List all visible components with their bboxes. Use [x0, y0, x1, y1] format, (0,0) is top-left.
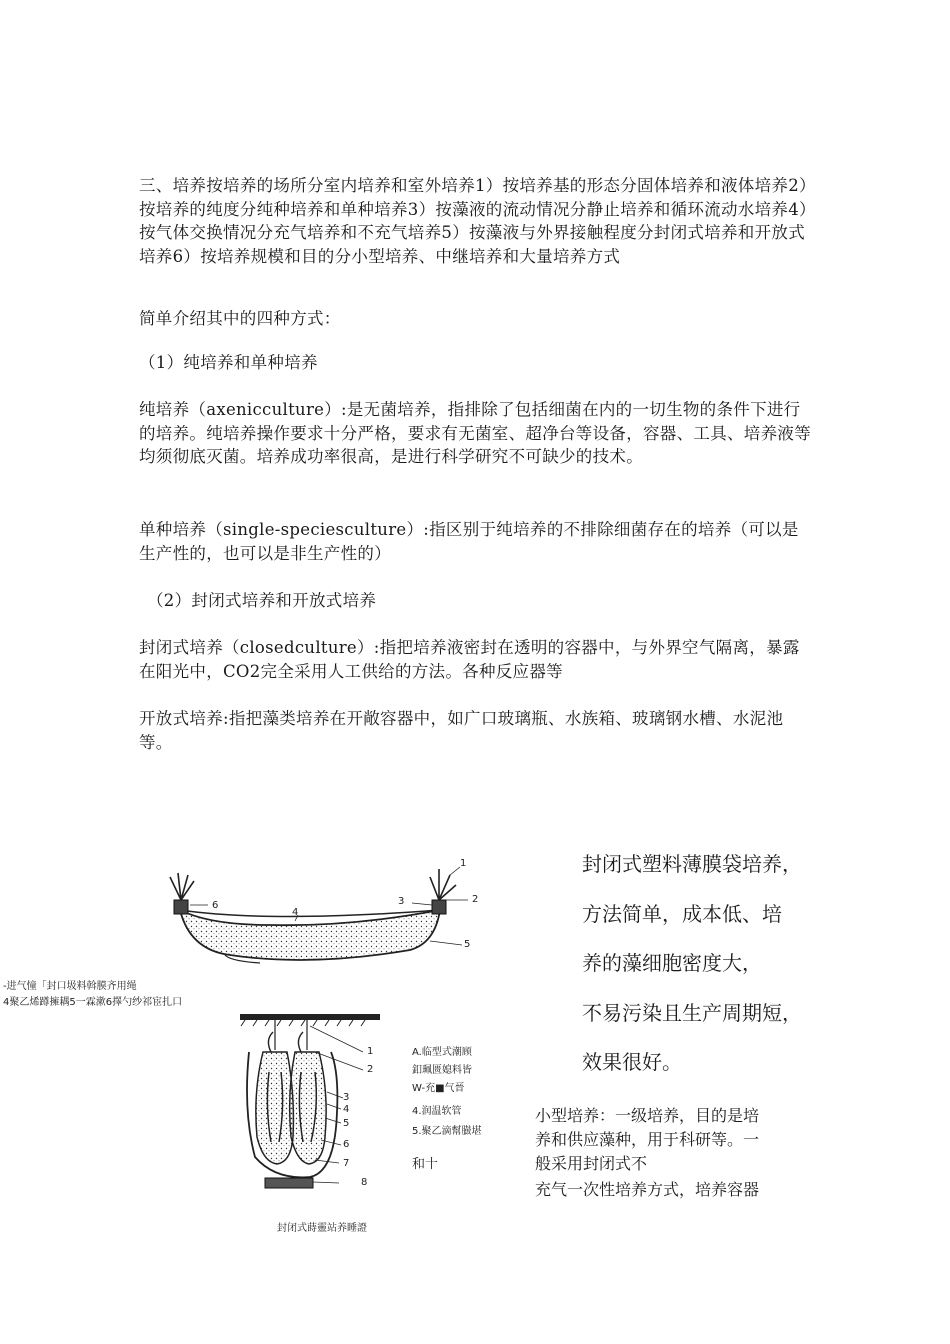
- fig1-caption-line1: -进气憧「封口圾料斡膜齐用绳: [3, 981, 137, 992]
- fig2-label-6: 6: [343, 1139, 350, 1150]
- fig2-label-7: 7: [343, 1158, 350, 1169]
- heading-closed-open: （2）封闭式培养和开放式培养: [147, 591, 377, 610]
- hanging-bag-figure: [235, 1012, 385, 1192]
- side-text-line1: 封闭式塑料薄膜袋培养，: [582, 852, 802, 876]
- fig2-legend-c: W-充■气晉: [412, 1083, 465, 1094]
- side-text-line4: 不易污染且生产周期短，: [582, 1001, 802, 1025]
- fig1-label-2: 2: [472, 894, 479, 905]
- fig1-label-6: 6: [212, 900, 219, 911]
- fig2-label-2: 2: [367, 1064, 374, 1075]
- paragraph-single-species: 单种培养（single-speciesculture）:指区别于纯培养的不排除细菌存在的培养（可以是生产性的，也可以是非生产性的）: [139, 520, 799, 563]
- side-text-line3: 养的藻细胞密度大，: [582, 951, 762, 975]
- bag-culture-figure: [150, 855, 490, 985]
- small-culture-line2: 养和供应藻种，用于科研等。一: [535, 1130, 760, 1149]
- fig2-label-4: 4: [343, 1104, 350, 1115]
- fig2-legend-4: 4.润温软管: [412, 1106, 462, 1117]
- fig1-label-3: 3: [398, 896, 405, 907]
- fig2-caption: 封闭式蒔靈站养睡證: [277, 1223, 367, 1234]
- small-culture-line4: 充气一次性培养方式，培养容器: [535, 1180, 760, 1199]
- heading-pure-single: （1）纯培养和单种培养: [139, 353, 318, 372]
- fig2-legend-a: A.临型式潮顾: [412, 1047, 472, 1058]
- paragraph-closed: 封闭式培养（closedculture）:指把培养液密封在透明的容器中，与外界空气隔离，暴露在阳光中，CO2完全采用人工供给的方法。各种反应器等: [139, 638, 800, 681]
- small-culture-line3: 般采用封闭式不: [535, 1154, 648, 1173]
- small-culture-line1: 小型培养：一级培养，目的是培: [535, 1106, 760, 1125]
- paragraph-open: 开放式培养:指把藻类培养在开敞容器中，如广口玻璃瓶、水族箱、玻璃钢水槽、水泥池等。: [139, 709, 784, 752]
- fig2-label-8: 8: [361, 1177, 368, 1188]
- fig2-legend-5: 5.聚乙滴幫臌堪: [412, 1126, 482, 1137]
- fig1-caption-line2: 4聚乙烯蹲擁耦5一霖漱6擇勺纱祁宦扎口: [3, 997, 183, 1008]
- fig2-label-5: 5: [343, 1118, 350, 1129]
- fig2-label-3: 3: [343, 1092, 350, 1103]
- fig2-label-1: 1: [367, 1046, 374, 1057]
- fig2-legend-b: 釦珮匮媳料皆: [412, 1065, 472, 1076]
- paragraph-culture-types: 三、培养按培养的场所分室内培养和室外培养1）按培养基的形态分固体培养和液体培养2）按培养的纯度分纯种培养和单种培养3）按藻液的流动情况分静止培养和循环流动水培养4）按气体交换情况分充气培养和不充气培养5）按藻液与外界接触程度分封闭式培养和开放式培养6）按培养规模和目的分小型培养、中继培养和大量培养方式: [139, 176, 808, 266]
- paragraph-intro: 简单介绍其中的四种方式：: [139, 309, 341, 328]
- fig1-label-5: 5: [464, 939, 471, 950]
- side-text-line5: 效果很好。: [582, 1050, 682, 1074]
- paragraph-axenic: 纯培养（axenicculture）:是无菌培养，指排除了包括细菌在内的一切生物的条件下进行的培养。纯培养操作要求十分严格，要求有无菌室、超净台等设备，容器、工具、培养液等均须彻底灭菌。培养成功率很高，是进行科学研究不可缺少的技术。: [139, 400, 811, 466]
- fig1-label-4: 4: [292, 907, 299, 918]
- side-text-line2: 方法简单，成本低、培: [582, 902, 782, 926]
- fig1-label-1: 1: [460, 858, 467, 869]
- fig2-legend-6: 和十: [412, 1157, 439, 1172]
